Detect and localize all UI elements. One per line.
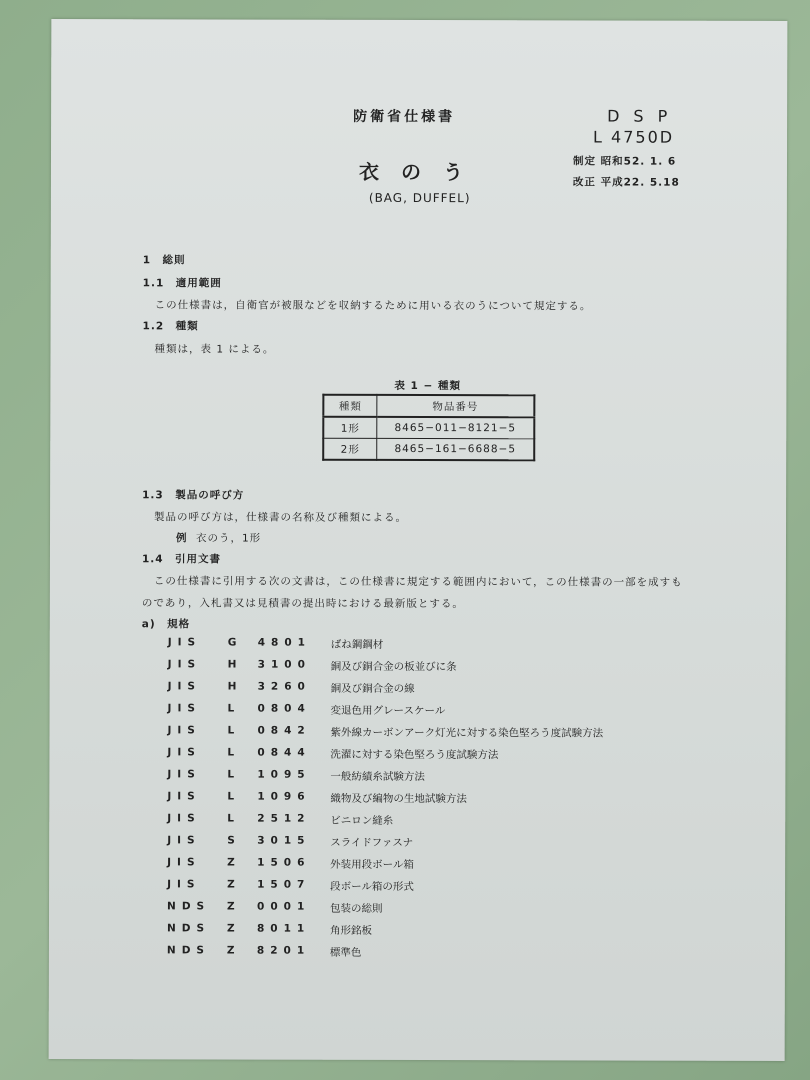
example-label: 例 bbox=[175, 532, 188, 545]
standard-body: JIS bbox=[167, 636, 202, 649]
standard-number: 8011 bbox=[256, 922, 311, 935]
standard-body: JIS bbox=[167, 746, 201, 759]
standard-item bbox=[167, 944, 362, 960]
standard-number: 1507 bbox=[257, 878, 311, 891]
table-header-row bbox=[323, 395, 534, 418]
standard-division: L bbox=[227, 790, 235, 803]
document-title: 衣のう bbox=[358, 159, 485, 185]
table-row bbox=[323, 438, 534, 460]
standard-item bbox=[167, 922, 372, 938]
standard-title: 洗濯に対する染色堅ろう度試験方法 bbox=[330, 748, 499, 762]
standard-division: G bbox=[227, 636, 237, 649]
standard-item bbox=[167, 746, 498, 762]
standard-body: JIS bbox=[167, 702, 201, 715]
standard-item bbox=[168, 702, 446, 718]
standard-body: NDS bbox=[166, 922, 211, 935]
standard-body: JIS bbox=[167, 658, 202, 671]
standard-division: L bbox=[227, 812, 234, 825]
standard-title: 包装の総則 bbox=[330, 902, 383, 915]
standard-title: 一般紡績糸試験方法 bbox=[330, 770, 425, 784]
section-1-4-text: この仕様書に引用する次の文書は，この仕様書に規定する範囲内において，この仕様書の一部を成すも bbox=[153, 575, 683, 589]
table-header: 物品番号 bbox=[377, 395, 535, 417]
section-1-heading: 1 総則 bbox=[142, 254, 186, 267]
standard-division: Z bbox=[227, 878, 235, 891]
section-1-1-heading: 1.1 適用範囲 bbox=[142, 277, 222, 290]
standard-title: 外装用段ボール箱 bbox=[330, 858, 414, 871]
table-header: 種類 bbox=[323, 395, 377, 417]
standard-division: Z bbox=[226, 944, 235, 957]
types-table bbox=[322, 394, 535, 462]
table-cell: 8465−161−6688−5 bbox=[377, 438, 535, 460]
section-1-2-text: 種類は，表 1 による。 bbox=[154, 343, 275, 356]
standard-body: JIS bbox=[167, 834, 201, 847]
standard-title: スライドファスナ bbox=[330, 836, 414, 849]
table-row bbox=[323, 417, 534, 439]
section-1-4-heading: 1.4 引用文書 bbox=[141, 553, 222, 566]
standard-number: 1506 bbox=[257, 856, 311, 869]
standard-title: 銅及び銅合金の板並びに条 bbox=[330, 660, 457, 674]
standard-division: Z bbox=[227, 856, 235, 869]
standard-number: 4801 bbox=[257, 636, 311, 649]
standard-body: JIS bbox=[167, 856, 201, 869]
table-cell: 1形 bbox=[323, 417, 377, 439]
standard-number: 2512 bbox=[257, 812, 311, 825]
organization: 防衛省仕様書 bbox=[353, 108, 456, 126]
enacted-date: 制定 昭和52. 1. 6 bbox=[572, 155, 677, 168]
standard-division: L bbox=[227, 724, 235, 737]
standard-division: Z bbox=[227, 900, 235, 913]
standard-item bbox=[168, 636, 384, 652]
standard-item bbox=[167, 878, 414, 894]
standard-number: 3100 bbox=[257, 658, 311, 671]
standard-number: 3015 bbox=[257, 834, 311, 847]
spec-number: L 4750D bbox=[593, 127, 675, 147]
standard-number: 1095 bbox=[257, 768, 311, 781]
standard-body: JIS bbox=[167, 768, 201, 781]
standard-item bbox=[167, 834, 413, 850]
spec-series: DSP bbox=[607, 106, 682, 126]
standard-division: L bbox=[227, 746, 235, 759]
standard-title: 銅及び銅合金の線 bbox=[330, 682, 415, 695]
standard-number: 8201 bbox=[256, 944, 311, 957]
standard-division: H bbox=[227, 680, 237, 693]
standard-number: 1096 bbox=[257, 790, 311, 803]
standard-body: NDS bbox=[166, 944, 211, 957]
standard-title: 紫外線カーボンアーク灯光に対する染色堅ろう度試験方法 bbox=[330, 726, 604, 740]
standards-heading: a) 規格 bbox=[141, 618, 191, 631]
standard-item bbox=[167, 900, 383, 916]
standard-title: 角形銘板 bbox=[329, 924, 372, 937]
standard-item bbox=[167, 768, 425, 784]
section-1-3-heading: 1.3 製品の呼び方 bbox=[142, 489, 245, 502]
example-text: 衣のう，1形 bbox=[195, 532, 262, 545]
standard-item bbox=[167, 812, 393, 828]
section-1-2-heading: 1.2 種類 bbox=[142, 320, 199, 333]
standard-body: JIS bbox=[167, 724, 201, 737]
standard-number: 0842 bbox=[257, 724, 311, 737]
standard-body: JIS bbox=[167, 812, 201, 825]
standard-division: L bbox=[227, 702, 235, 715]
standard-number: 3260 bbox=[257, 680, 311, 693]
standard-item bbox=[167, 724, 603, 740]
standard-title: ビニロン縫糸 bbox=[330, 814, 394, 827]
standard-item bbox=[167, 856, 414, 872]
section-1-1-text: この仕様書は，自衛官が被服などを収納するために用いる衣のうについて規定する。 bbox=[154, 299, 592, 313]
standard-item bbox=[167, 790, 467, 806]
standard-item bbox=[168, 658, 457, 674]
english-title: (BAG, DUFFEL) bbox=[368, 190, 471, 206]
table-caption: 表 1 − 種類 bbox=[394, 379, 461, 393]
standard-body: JIS bbox=[167, 680, 202, 693]
standard-title: 段ボール箱の形式 bbox=[330, 880, 414, 893]
standard-title: 標準色 bbox=[329, 946, 362, 959]
standard-body: NDS bbox=[167, 900, 211, 913]
standard-title: ばね鋼鋼材 bbox=[330, 638, 384, 651]
standard-title: 織物及び編物の生地試験方法 bbox=[330, 792, 467, 806]
standard-number: 0844 bbox=[257, 746, 311, 759]
standard-title: 変退色用グレースケール bbox=[330, 704, 446, 718]
standard-body: JIS bbox=[167, 790, 201, 803]
standard-number: 0804 bbox=[257, 702, 311, 715]
standard-number: 0001 bbox=[257, 900, 311, 913]
standard-body: JIS bbox=[167, 878, 201, 891]
revised-date: 改正 平成22. 5.18 bbox=[572, 176, 680, 189]
table-cell: 8465−011−8121−5 bbox=[377, 417, 535, 439]
standard-division: H bbox=[227, 658, 237, 671]
standard-item bbox=[168, 680, 415, 696]
standard-division: Z bbox=[226, 922, 235, 935]
section-1-4-text-cont: のであり，入札書又は見積書の提出時における最新版とする。 bbox=[141, 597, 464, 611]
standard-division: L bbox=[227, 768, 235, 781]
standard-division: S bbox=[227, 834, 235, 847]
table-cell: 2形 bbox=[323, 438, 377, 460]
document-page bbox=[49, 19, 788, 1061]
section-1-3-text: 製品の呼び方は，仕様書の名称及び種類による。 bbox=[154, 511, 408, 524]
